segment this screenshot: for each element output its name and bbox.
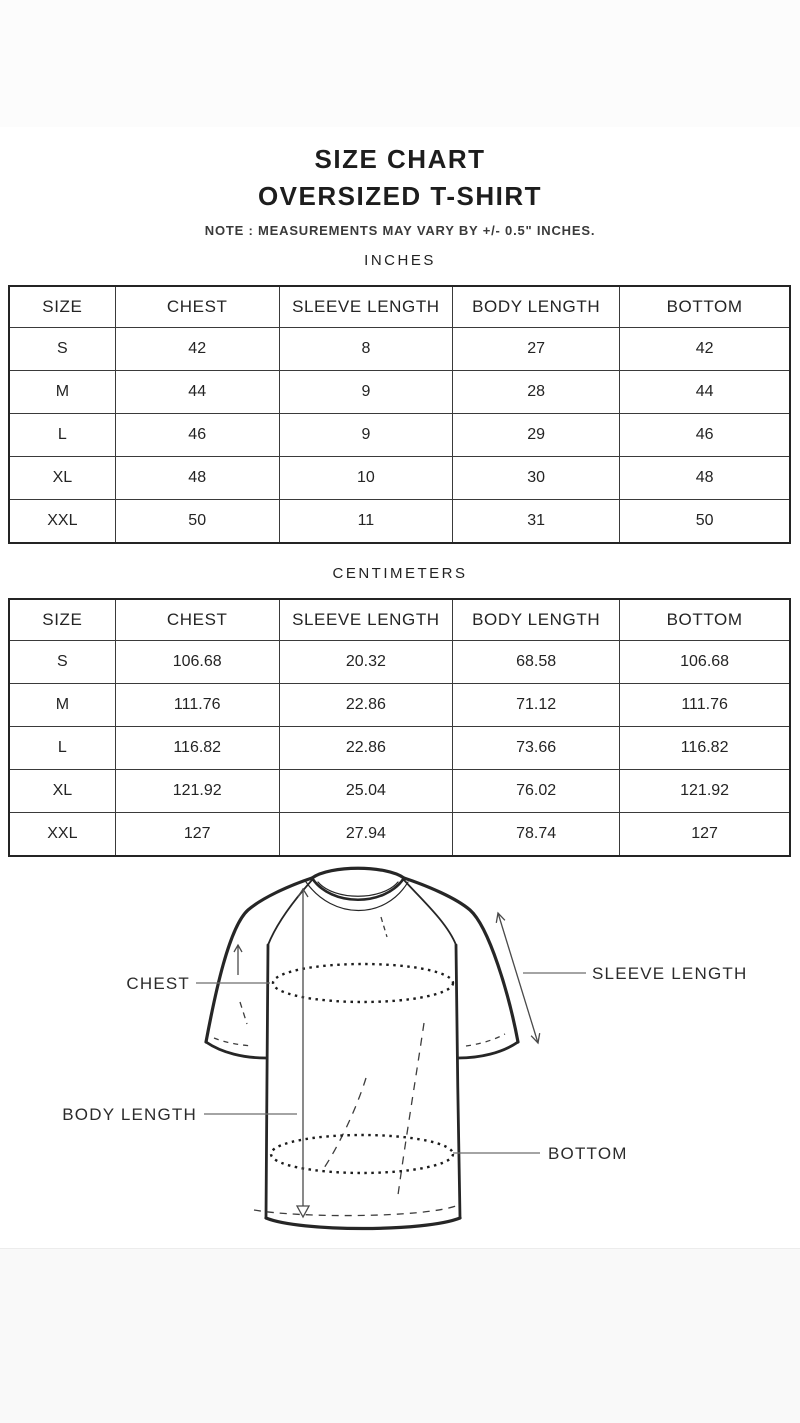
body-length-label: BODY LENGTH [62, 1105, 197, 1124]
value-cell: 27.94 [279, 813, 452, 857]
value-cell: 76.02 [453, 770, 620, 813]
bottom-label: BOTTOM [548, 1144, 628, 1163]
value-cell: 22.86 [279, 684, 452, 727]
sleeve-length-label: SLEEVE LENGTH [592, 964, 748, 983]
table-row [9, 727, 790, 770]
column-header: BODY LENGTH [453, 599, 620, 641]
column-header: CHEST [115, 599, 279, 641]
value-cell: 111.76 [115, 684, 279, 727]
value-cell: 10 [279, 457, 452, 500]
table-row [9, 371, 790, 414]
value-cell: 116.82 [620, 727, 790, 770]
table-row [9, 684, 790, 727]
value-cell: 106.68 [115, 641, 279, 684]
page-title: SIZE CHART [314, 144, 486, 174]
value-cell: 116.82 [115, 727, 279, 770]
centimeters-heading: CENTIMETERS [332, 565, 468, 582]
value-cell: 25.04 [279, 770, 452, 813]
fold-lines [214, 917, 505, 1216]
value-cell: 20.32 [279, 641, 452, 684]
inches-heading: INCHES [364, 252, 436, 269]
size-cell: M [9, 684, 115, 727]
table-row [9, 457, 790, 500]
size-cell: S [9, 641, 115, 684]
value-cell: 22.86 [279, 727, 452, 770]
value-cell: 50 [620, 500, 790, 544]
value-cell: 71.12 [453, 684, 620, 727]
size-cell: XL [9, 770, 115, 813]
value-cell: 9 [279, 414, 452, 457]
bottom-measure-ellipse [271, 1135, 453, 1173]
value-cell: 78.74 [453, 813, 620, 857]
value-cell: 106.68 [620, 641, 790, 684]
table-row [9, 641, 790, 684]
value-cell: 9 [279, 371, 452, 414]
value-cell: 27 [453, 328, 620, 371]
inches-table-body [9, 328, 790, 544]
value-cell: 121.92 [620, 770, 790, 813]
column-header: SIZE [9, 286, 115, 328]
size-cell: XXL [9, 813, 115, 857]
table-row [9, 414, 790, 457]
column-header: CHEST [115, 286, 279, 328]
value-cell: 31 [453, 500, 620, 544]
column-header: BODY LENGTH [453, 286, 620, 328]
table-row [9, 500, 790, 544]
tshirt-measurement-diagram [0, 862, 800, 1262]
measurement-note: NOTE : MEASUREMENTS MAY VARY BY +/- 0.5" INCHES. [204, 223, 596, 238]
table-row [9, 770, 790, 813]
size-cell: L [9, 414, 115, 457]
column-header: SLEEVE LENGTH [279, 599, 452, 641]
size-cell: XL [9, 457, 115, 500]
value-cell: 127 [115, 813, 279, 857]
top-background-band [0, 0, 800, 127]
centimeters-table [8, 598, 791, 857]
value-cell: 111.76 [620, 684, 790, 727]
left-sleeve-arrow [234, 945, 242, 975]
table-row [9, 328, 790, 371]
chest-label: CHEST [126, 974, 190, 993]
centimeters-table-body [9, 641, 790, 857]
value-cell: 8 [279, 328, 452, 371]
column-header: SLEEVE LENGTH [279, 286, 452, 328]
size-cell: S [9, 328, 115, 371]
value-cell: 11 [279, 500, 452, 544]
centimeters-table-header-row [9, 599, 790, 641]
value-cell: 42 [115, 328, 279, 371]
value-cell: 29 [453, 414, 620, 457]
value-cell: 28 [453, 371, 620, 414]
footer-background-band [0, 1248, 800, 1423]
tshirt-outline [206, 868, 518, 1228]
column-header: BOTTOM [620, 286, 790, 328]
size-cell: XXL [9, 500, 115, 544]
value-cell: 44 [620, 371, 790, 414]
chest-measure-ellipse [273, 964, 453, 1002]
leader-lines [196, 973, 586, 1153]
value-cell: 127 [620, 813, 790, 857]
page-subtitle: OVERSIZED T-SHIRT [257, 181, 543, 211]
table-row [9, 813, 790, 857]
value-cell: 68.58 [453, 641, 620, 684]
value-cell: 46 [115, 414, 279, 457]
value-cell: 44 [115, 371, 279, 414]
value-cell: 73.66 [453, 727, 620, 770]
value-cell: 48 [620, 457, 790, 500]
value-cell: 48 [115, 457, 279, 500]
value-cell: 50 [115, 500, 279, 544]
value-cell: 121.92 [115, 770, 279, 813]
inches-table [8, 285, 791, 544]
value-cell: 30 [453, 457, 620, 500]
inches-table-header-row [9, 286, 790, 328]
size-cell: L [9, 727, 115, 770]
column-header: SIZE [9, 599, 115, 641]
column-header: BOTTOM [620, 599, 790, 641]
diagram-labels [62, 964, 747, 1163]
value-cell: 46 [620, 414, 790, 457]
body-length-arrow [297, 889, 309, 1217]
size-cell: M [9, 371, 115, 414]
value-cell: 42 [620, 328, 790, 371]
